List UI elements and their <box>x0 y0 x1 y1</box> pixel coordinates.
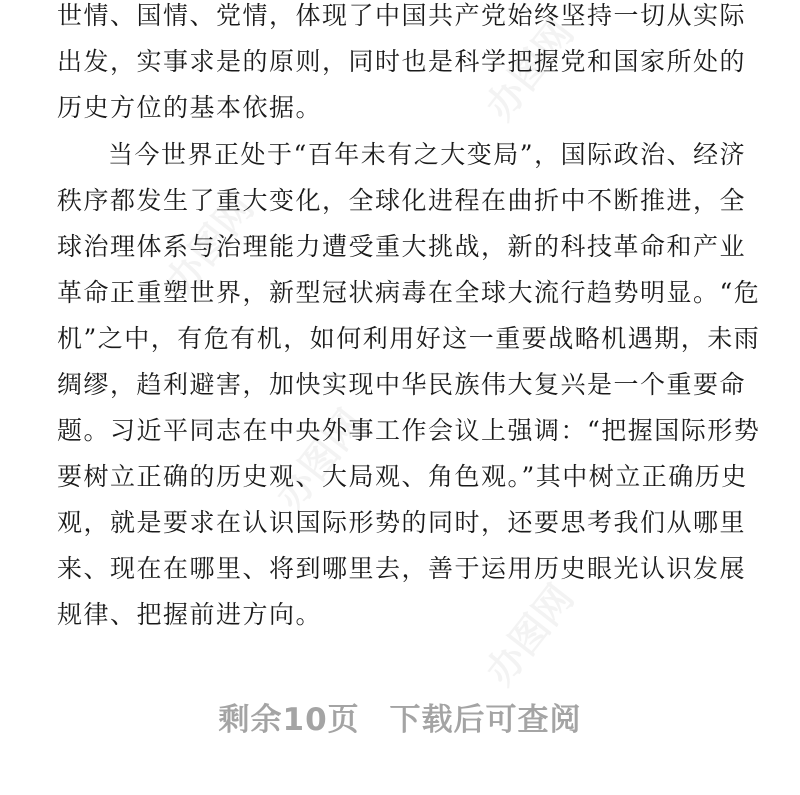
paragraph-line: 题。习近平同志在中央外事工作会议上强调：“把握国际形势 <box>57 416 761 445</box>
paragraph-line: 机”之中，有危有机，如何利用好这一重要战略机遇期，未雨 <box>57 324 761 353</box>
paragraph-line: 球治理体系与治理能力遭受重大挑战，新的科技革命和产业 <box>57 232 747 261</box>
paragraph-line: 绸缪，趋利避害，加快实现中华民族伟大复兴是一个重要命 <box>57 370 747 399</box>
paragraph-line: 观，就是要求在认识国际形势的同时，还要思考我们从哪里 <box>57 508 747 537</box>
paragraph-line: 规律、把握前进方向。 <box>57 600 323 629</box>
watermark: 办图网 <box>267 401 373 519</box>
paragraph-line: 出发，实事求是的原则，同时也是科学把握党和国家所处的 <box>57 47 747 76</box>
paragraph-line: 秩序都发生了重大变化，全球化进程在曲折中不断推进，全 <box>57 186 747 215</box>
watermark: 办图网 <box>157 186 263 304</box>
paragraph-line: 来、现在在哪里、将到哪里去，善于运用历史眼光认识发展 <box>57 554 747 583</box>
watermark: 办图网 <box>477 11 583 129</box>
paragraph-line: 要树立正确的历史观、大局观、角色观。”其中树立正确历史 <box>57 462 748 491</box>
paragraph-line: 历史方位的基本依据。 <box>57 93 323 122</box>
paragraph-line: 世情、国情、党情，体现了中国共产党始终坚持一切从实际 <box>57 1 747 30</box>
paragraph-line: 当今世界正处于“百年未有之大变局”，国际政治、经济 <box>108 140 747 169</box>
paragraph-line: 革命正重塑世界，新型冠状病毒在全球大流行趋势明显。“危 <box>57 278 761 307</box>
watermark: 办图网 <box>477 576 583 694</box>
download-prompt-button[interactable]: 剩余10页 下载后可查阅 <box>218 702 582 738</box>
